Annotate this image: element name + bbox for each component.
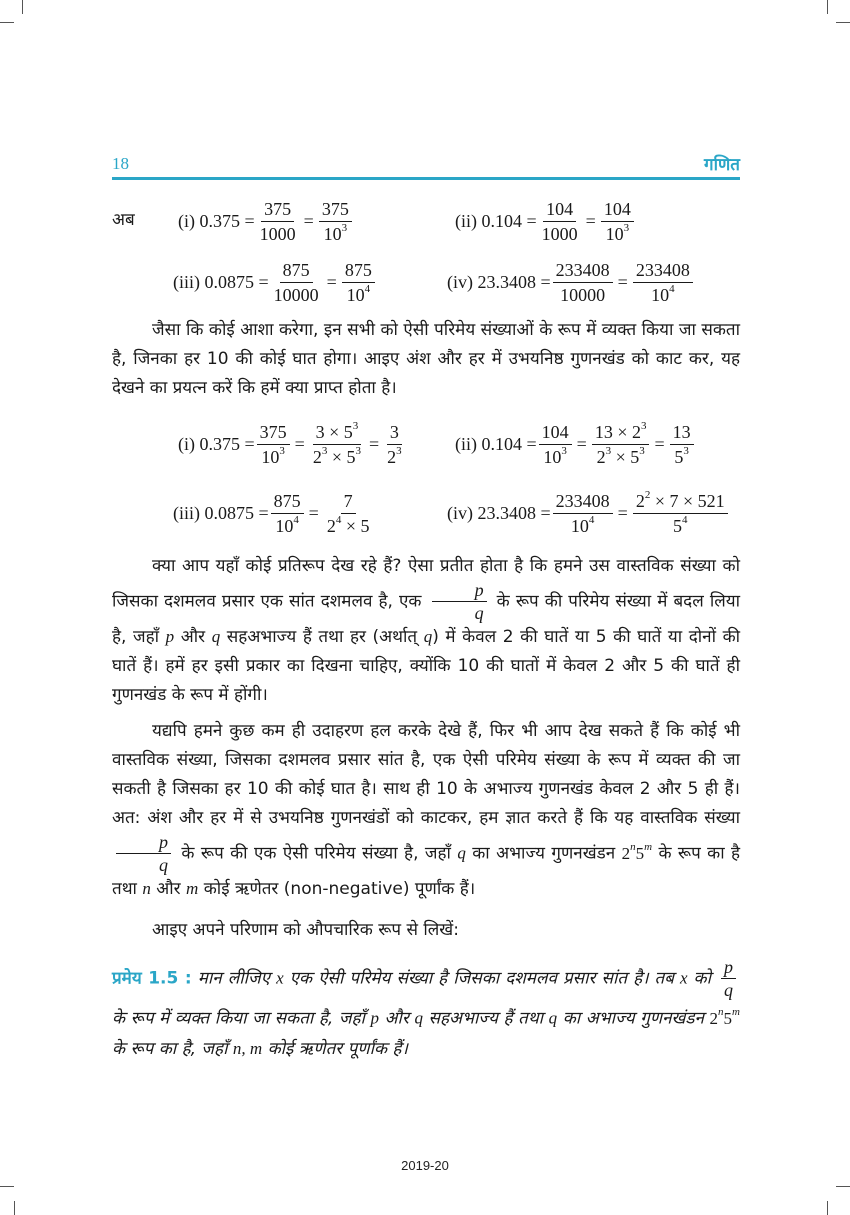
equation-2-iv: (iv) 23.3408 = $\frac{233408}{10^4}$ = $\frac{2^2 \times 7 \times 521}{5^4}$ bbox=[447, 492, 730, 535]
fraction: $\frac{3 \times 5^3}{2^3 \times 5^3}$ bbox=[312, 420, 361, 467]
prefix-ab: अब bbox=[112, 210, 135, 230]
crop-mark bbox=[14, 1201, 15, 1215]
header-rule bbox=[112, 177, 740, 180]
crop-mark bbox=[827, 0, 828, 14]
equation-1-iv: (iv) 23.3408 = $\frac{233408}{10000}$ = $\frac{233408}{10^4}$ bbox=[447, 261, 695, 304]
fraction: $\frac{13}{5^3}$ bbox=[670, 423, 694, 466]
fraction: $\frac{3}{2^3}$ bbox=[387, 422, 402, 467]
paragraph-2: क्या आप यहाँ कोई प्रतिरूप देख रहे हैं? ऐसा प्रतीत होता है कि हमने उस वास्तविक संख्या को जिसका दशमलव प्रसार एक सांत दशमलव है, एक $\frac{p}{q}$ के रूप की परिमेय संख्या में बदल लिया है, जहाँ p और q सहअभाज्य हैं तथा हर (अर्थात् q) में केवल 2 की घातें या 5 की घातें या दोनों की घातें हैं। हमें हर इसी प्रकार का दिखना चाहिए, क्योंकि 10 की घातों में केवल 2 और 5 की घातें ही गुणनखंड के रूप में होंगी। bbox=[112, 556, 741, 705]
fraction: $\frac{233408}{10^4}$ bbox=[553, 492, 613, 535]
fraction: $\frac{104}{10^3}$ bbox=[601, 200, 634, 243]
equation-1-i: (i) 0.375 = $\frac{375}{1000}$ = $\frac{375}{10^3}$ bbox=[178, 200, 354, 243]
subject-title: गणित bbox=[704, 155, 740, 175]
fraction: $\frac{233408}{10^4}$ bbox=[633, 261, 693, 304]
paragraph-1: जैसा कि कोई आशा करेगा, इन सभी को ऐसी परिमेय संख्याओं के रूप में व्यक्त किया जा सकता है, जिनका हर 10 की कोई घात होगा। आइए अंश और हर में उभयनिष्ठ गुणनखंड को काट कर, यह देखने का प्रयत्न करें कि हमें क्या प्राप्त होता है। bbox=[112, 320, 740, 398]
fraction: $\frac{7}{2^4 \times 5}$ bbox=[326, 491, 370, 536]
page-footer-year: 2019-20 bbox=[401, 1158, 449, 1173]
fraction: $\frac{375}{10^3}$ bbox=[319, 200, 352, 243]
equation-1-ii: (ii) 0.104 = $\frac{104}{1000}$ = $\frac{104}{10^3}$ bbox=[455, 200, 636, 243]
fraction: $\frac{233408}{10000}$ bbox=[553, 261, 613, 304]
equation-1-iii: (iii) 0.0875 = $\frac{875}{10000}$ = $\frac{875}{10^4}$ bbox=[173, 261, 377, 304]
crop-mark bbox=[22, 0, 23, 14]
fraction: $\frac{875}{10^4}$ bbox=[271, 492, 304, 535]
equation-2-i: (i) 0.375 = $\frac{375}{10^3}$ = $\frac{3 \times 5^3}{2^3 \times 5^3}$ = $\frac{3}{2^3}$ bbox=[178, 423, 407, 466]
theorem-1-5: प्रमेय 1.5 : मान लीजिए x एक ऐसी परिमेय संख्या है जिसका दशमलव प्रसार सांत है। तब x को $\frac{p}{q}$ के रूप में व्यक्त किया जा सकता है, जहाँ p और q सहअभाज्य हैं तथा q का अभाज्य गुणनखंडन 2$^n$5$^m$ के रूप का है, जहाँ n, m कोई ऋणेतर पूर्णांक हैं। bbox=[112, 957, 740, 1059]
equation-2-iii: (iii) 0.0875 = $\frac{875}{10^4}$ = $\frac{7}{2^4 \times 5}$ bbox=[173, 492, 374, 535]
equation-2-ii: (ii) 0.104 = $\frac{104}{10^3}$ = $\frac{13 \times 2^3}{2^3 \times 5^3}$ = $\frac{13}{5^3}$ bbox=[455, 423, 696, 466]
crop-mark bbox=[0, 22, 14, 23]
fraction: $\frac{375}{10^3}$ bbox=[257, 423, 290, 466]
theorem-label: प्रमेय 1.5 : bbox=[112, 968, 192, 989]
fraction: $\frac{875}{10^4}$ bbox=[342, 261, 375, 304]
fraction: $\frac{875}{10000}$ bbox=[273, 260, 319, 305]
crop-mark bbox=[0, 1186, 14, 1187]
paragraph-3: यद्यपि हमने कुछ कम ही उदाहरण हल करके देखे हैं, फिर भी आप देख सकते हैं कि कोई भी वास्तविक संख्या, जिसका दशमलव प्रसार सांत है, एक ऐसी परिमेय संख्या के रूप में व्यक्त की जा सकती है जिसका हर 10 की कोई घात है। साथ ही 10 के अभाज्य गुणनखंड केवल 2 और 5 ही हैं। अत: अंश और हर में से उभयनिष्ठ गुणनखंडों को काटकर, हम ज्ञात करते हैं कि यह वास्तविक संख्या $\frac{p}{q}$ के रूप की एक ऐसी परिमेय संख्या है, जहाँ q का अभाज्य गुणनखंडन 2$^n$5$^m$ के रूप का है तथा n और m कोई ऋणेतर (non-negative) पूर्णांक हैं। bbox=[112, 721, 741, 899]
crop-mark bbox=[836, 1186, 850, 1187]
fraction: $\frac{13 \times 2^3}{2^3 \times 5^3}$ bbox=[592, 423, 650, 466]
fraction-p-q: $\frac{p}{q}$ bbox=[721, 958, 736, 999]
page-number: 18 bbox=[112, 154, 129, 173]
fraction-p-q: $\frac{p}{q}$ bbox=[432, 581, 487, 622]
fraction-p-q: $\frac{p}{q}$ bbox=[116, 833, 171, 874]
fraction: $\frac{104}{1000}$ bbox=[541, 199, 578, 244]
crop-mark bbox=[827, 1201, 828, 1215]
fraction: $\frac{2^2 \times 7 \times 521}{5^4}$ bbox=[633, 492, 728, 535]
fraction: $\frac{375}{1000}$ bbox=[259, 199, 296, 244]
fraction: $\frac{104}{10^3}$ bbox=[539, 423, 572, 466]
crop-mark bbox=[836, 22, 850, 23]
paragraph-4: आइए अपने परिणाम को औपचारिक रूप से लिखें: bbox=[152, 920, 459, 940]
page-header bbox=[112, 150, 740, 180]
